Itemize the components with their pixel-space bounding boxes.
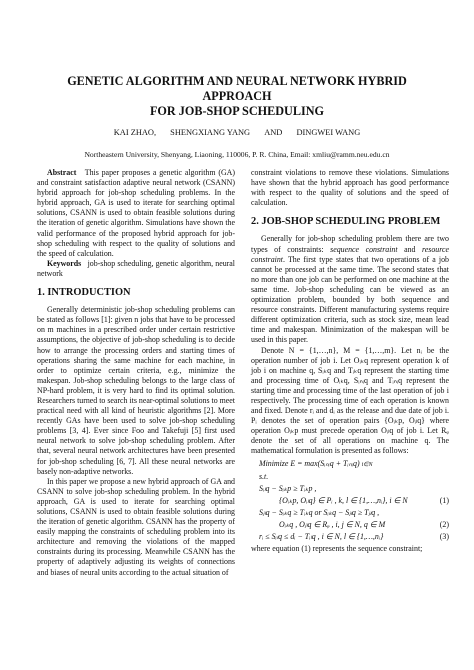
author-3: DINGWEI WANG — [296, 128, 361, 137]
keywords-label: Keywords — [47, 258, 82, 268]
continued-paragraph: constraint violations to remove these violations. Simulations have shown that the hybrid approach has good performance with respect to the quality of solutions and the speed of calculation. — [251, 168, 449, 208]
section-2-paragraph-2: Denote N = {1,…,n}, M = {1,…,m}. Let nᵢ be the operation number of job i. Let Oᵢₖq represent operation k of job i on machine q, Sᵢₖq and Tᵢₖq represent the starting time and processing time of Oᵢₖq, Sᵢₙᵢq and Tᵢₙᵢq represent the starting time and processing time of the last operation of job i respectively. The processing time of each operation is known and fixed. Denote rᵢ and dᵢ as the release and due date of job i. Pᵢ denotes the set of operation pairs {Oᵢₖp, Oᵢₗq} where operation Oᵢₖp must precede operation Oᵢₗq of job i. Let Rᵩ denote the set of all operations on machine q. The mathematical formulation is presented as follows: — [251, 345, 449, 456]
equation-3-text: rᵢ ≤ Sᵢₗq ≤ dᵢ − Tᵢₗq , i ∈ N, l ∈ {1,…,nᵢ} — [259, 532, 384, 542]
title-line-2: FOR JOB-SHOP SCHEDULING — [149, 104, 325, 118]
author-2: SHENGXIANG YANG — [170, 128, 251, 137]
s2-p1-term-sequence: sequence constraint — [330, 244, 398, 254]
equation-2-line-a: Sⱼₗq − Sᵢₖq ≥ Tᵢₖq or Sᵢₖq − Sⱼₗq ≥ Tⱼₗq , — [259, 507, 380, 517]
and-word: AND — [264, 128, 283, 137]
equation-2-condition: Oᵢₖq , Oⱼₗq ∈ Rᵩ , i, j ∈ N, q ∈ M — [279, 520, 386, 529]
objective-subscript: i∈N — [361, 461, 373, 468]
s2-p1-text-a: Generally for job-shop scheduling problem there are two types of constraints: — [251, 234, 449, 254]
section-2-paragraph-1 — [251, 234, 449, 345]
affiliation: Northeastern University, Shenyang, Liaoning, 110006, P. R. China, Email: xmliu@ramm.neu.edu.cn — [84, 150, 390, 159]
equation-2-line-b — [251, 520, 449, 530]
section-2-heading: 2. JOB-SHOP SCHEDULING PROBLEM — [251, 216, 441, 228]
title-line-1: GENETIC ALGORITHM AND NEURAL NETWORK HYBRID APPROACH — [67, 74, 407, 103]
right-column — [251, 168, 449, 554]
section-1-paragraph-2: In this paper we propose a new hybrid approach of GA and CSANN to solve job-shop scheduling problem. In the hybrid approach, GA is used to iterate for searching optimal solutions, CSANN is used to obtain feasible solutions during the iteration of genetic algorithm. CSANN has the property of easily mapping the constraints of scheduling problem into its architecture and removing the violations of the mapped constraints during its processing. Meanwhile CSANN has the property of adaptively adjusting its weights of connections and biases of neural units according to the actual situation of — [37, 476, 235, 577]
abstract-label: Abstract — [47, 168, 77, 177]
objective-text: Minimize E = max(Sᵢₙᵢq + Tᵢₙᵢq) — [259, 458, 360, 468]
keywords — [37, 259, 235, 279]
equation-1-line-b — [251, 496, 449, 506]
s2-p1-text-c: and — [397, 244, 422, 254]
equation-3 — [251, 532, 449, 542]
paper-title — [40, 74, 434, 119]
objective-equation — [251, 459, 449, 470]
equation-1-line-a: Sᵢₗq − Sᵢₖp ≥ Tᵢₖp , — [259, 483, 317, 493]
section-2-paragraph-3: where equation (1) represents the sequence constraint; — [251, 544, 423, 554]
subject-to: s.t. — [259, 471, 269, 481]
section-1-heading: 1. INTRODUCTION — [37, 287, 131, 299]
authors — [40, 128, 434, 137]
equation-3-number: (3) — [439, 532, 449, 542]
left-column — [37, 168, 235, 578]
abstract-text: This paper proposes a genetic algorithm (GA) and constraint satisfaction adaptive neural network (CSANN) hybrid approach for job-shop scheduling problems. In the hybrid approach, GA is used to iterate for searching optimal solutions, CSANN is used to obtain feasible solutions during the iteration of genetic algorithm. Simulations have shown the valid performance of the proposed hybrid approach for job-shop scheduling with respect to the quality of solutions and the speed of calculation. — [37, 168, 235, 258]
abstract — [37, 168, 235, 259]
equation-1-condition: {Oᵢₖp, Oᵢₗq} ∈ Pᵢ , k, l ∈ {1,…,nᵢ}, i ∈ N — [279, 495, 408, 505]
author-1: KAI ZHAO, — [113, 128, 157, 137]
equation-2-number: (2) — [439, 520, 449, 529]
s2-p1-text-e: . The first type states that two operations of a job cannot be processed at the same time. The second states that no more than one job can be performed on one machine at the same time. Job-shop scheduling can be viewed as an optimization problem, bounded by both sequence and resource constraints. Different manufacturing systems require different optimization criteria, such as stock size, mean lead time and makespan. Minimization of the makespan will be used in this paper. — [251, 254, 449, 345]
equation-1-number: (1) — [439, 495, 449, 505]
section-1-paragraph-1: Generally deterministic job-shop scheduling problems can be stated as follows [1]: given n jobs that have to be processed on m machines in a prescribed order under certain restrictive assumptions, the objective of job-shop scheduling is to decide how to arrange the processing orders and starting times of operations sharing the same machine for each machine, in order to optimize certain criteria, e.g., minimize the makespan. Job-shop scheduling belongs to the large class of NP-hard problem, it is very hard to find its optimal solution. Researchers turned to search its near-optimal solutions to meet practical need with all kind of heuristic algorithms [2]. More recently GAs have been used to solve job-shop scheduling problems [3, 4]. Ever since Foo and Takefuji [5] first used neural network to solve job-shop scheduling problem. After that, several neural network architectures have been presented for job-shop scheduling [6, 7]. All these neural networks are basely non-adaptive networks. — [37, 305, 235, 476]
keywords-text: job-shop scheduling, genetic algorithm, neural network — [37, 258, 235, 278]
s2-p1-term-resource: resource constraint — [251, 244, 450, 264]
